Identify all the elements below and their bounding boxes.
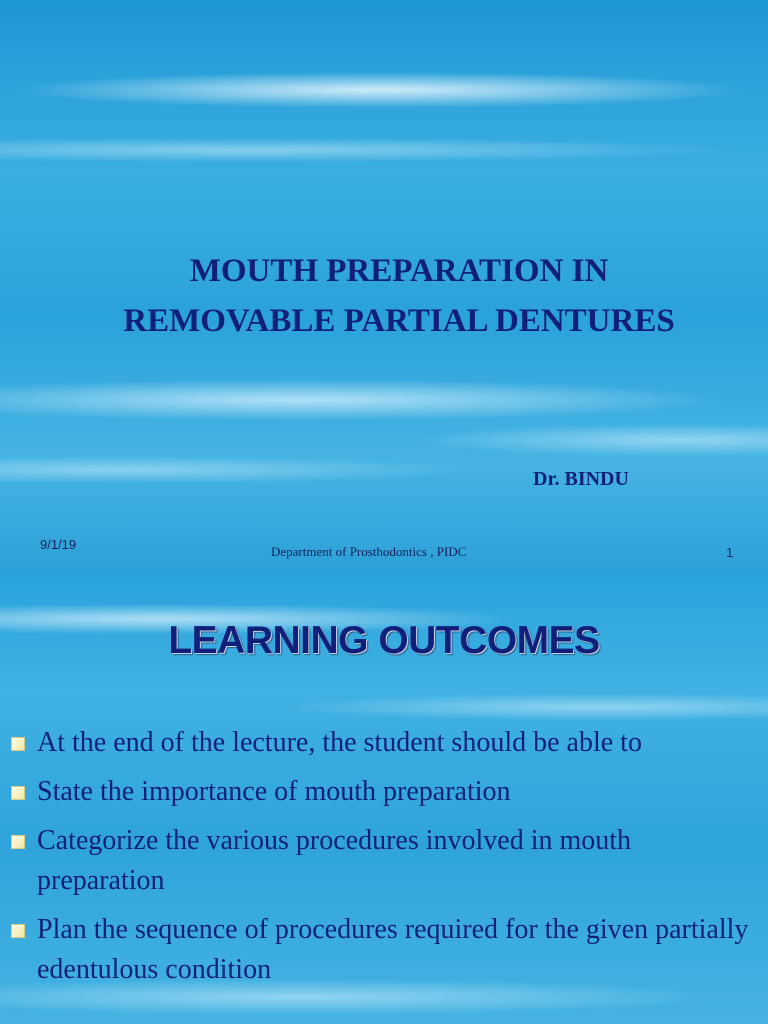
- footer-date: 9/1/19: [40, 537, 77, 552]
- bullet-list: [0, 723, 768, 999]
- bullet-text: At the end of the lecture, the student should be able to: [37, 727, 642, 758]
- square-bullet-icon: [11, 924, 25, 938]
- title-line-1: MOUTH PREPARATION IN: [189, 253, 609, 289]
- bullet-item: [0, 723, 768, 763]
- bullet-text: State the importance of mouth preparation: [37, 776, 511, 807]
- slide-heading: LEARNING OUTCOMES: [168, 619, 600, 662]
- author-name: Dr. BINDU: [533, 468, 629, 490]
- bullet-text: Categorize the various procedures involved in mouth preparation: [37, 825, 632, 896]
- bullet-item: [0, 821, 768, 901]
- title-line-2: REMOVABLE PARTIAL DENTURES: [123, 303, 675, 339]
- square-bullet-icon: [11, 737, 25, 751]
- page-number: 1: [726, 545, 734, 560]
- bullet-text: Plan the sequence of procedures required for the given partially edentulous condition: [37, 914, 749, 985]
- slide-title: [0, 246, 768, 346]
- footer-department: Department of Prosthodontics , PIDC: [271, 544, 467, 559]
- square-bullet-icon: [11, 786, 25, 800]
- learning-outcomes-slide: [0, 577, 768, 1024]
- bullet-item: [0, 772, 768, 812]
- bullet-item: [0, 910, 768, 990]
- square-bullet-icon: [11, 835, 25, 849]
